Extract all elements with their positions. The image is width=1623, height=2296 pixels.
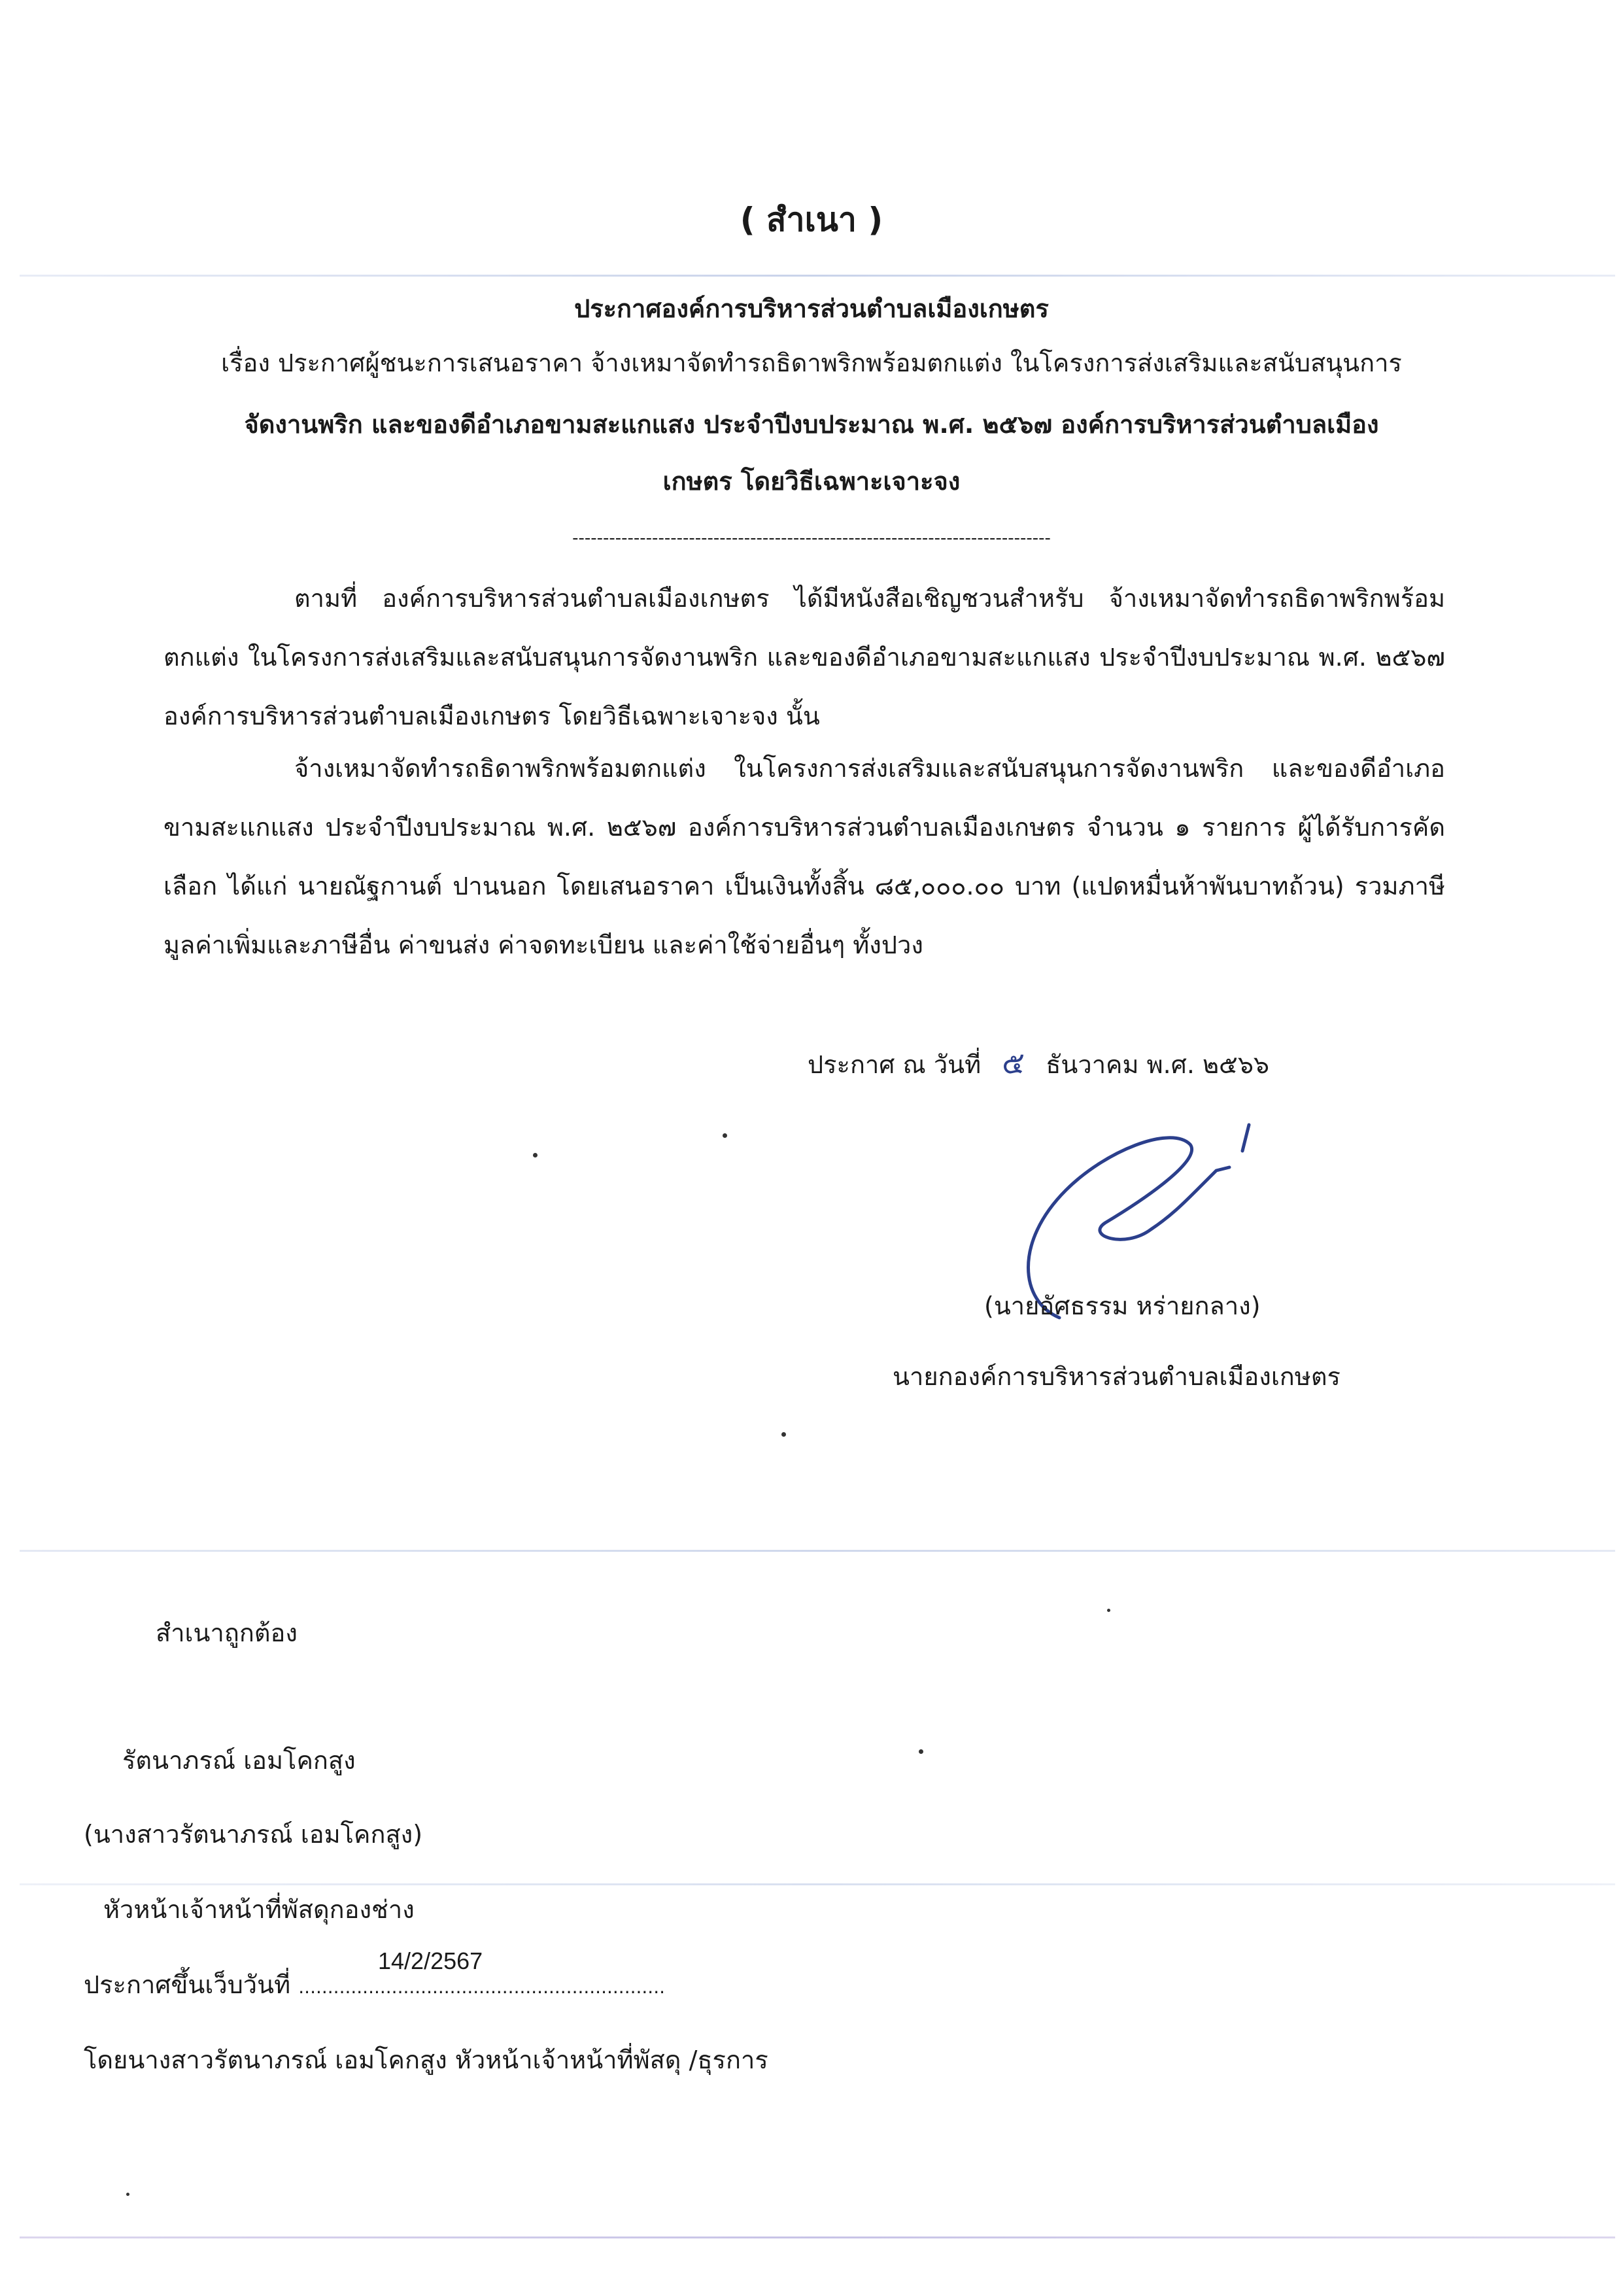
document-subject-line-3: เกษตร โดยวิธีเฉพาะเจาะจง	[662, 467, 961, 496]
body-paragraph-2-text: จ้างเหมาจัดทำรถธิดาพริกพร้อมตกแต่ง ในโครงการส่งเสริมและสนับสนุนการจัดงานพริก และของดีอำเภอขามสะแกแสง ประจำปีงบประมาณ พ.ศ. ๒๕๖๗ องค์การบริหารส่วนตำบลเมืองเกษตร จำนวน ๑ รายการ ผู้ได้รับการคัดเลือก ได้แก่ นายณัฐกานต์ ปานนอก โดยเสนอราคา เป็นเงินทั้งสิ้น ๘๕,๐๐๐.๐๐ บาท (แปดหมื่นห้าพันบาทถ้วน) รวมภาษีมูลค่าเพิ่มและภาษีอื่น ค่าขนส่ง ค่าจดทะเบียน และค่าใช้จ่ายอื่นๆ ทั้งปวง	[163, 754, 1445, 959]
certifier-name: รัตนาภรณ์ เอมโคกสูง	[122, 1746, 356, 1775]
body-paragraph-2	[163, 739, 1445, 974]
announce-day: ๕	[1002, 1045, 1025, 1080]
web-post-date-row	[84, 1970, 665, 2000]
certified-copy-label: สำเนาถูกต้อง	[156, 1619, 298, 1647]
announce-date	[808, 1045, 1269, 1081]
scan-line	[20, 2236, 1615, 2238]
scan-speck	[781, 1432, 786, 1437]
scan-line	[20, 1550, 1615, 1552]
scan-speck	[533, 1153, 538, 1157]
scan-speck	[919, 1749, 923, 1754]
scan-line	[20, 275, 1615, 277]
signer-name: (นายอัศธรรม หร่ายกลาง)	[984, 1292, 1261, 1320]
posted-by-line: โดยนางสาวรัตนาภรณ์ เอมโคกสูง หัวหน้าเจ้าหน้าที่พัสดุ /ธุรการ	[84, 2046, 768, 2074]
certifier-full-name: (นางสาวรัตนาภรณ์ เอมโคกสูง)	[84, 1820, 423, 1849]
signer-position: นายกองค์การบริหารส่วนตำบลเมืองเกษตร	[893, 1362, 1341, 1391]
document-org-title: ประกาศองค์การบริหารส่วนตำบลเมืองเกษตร	[574, 294, 1049, 323]
body-paragraph-1	[163, 569, 1445, 745]
scan-speck	[1107, 1609, 1110, 1612]
copy-mark: ( สำเนา )	[740, 201, 883, 239]
scan-speck	[126, 2193, 129, 2196]
certifier-position: หัวหน้าเจ้าหน้าที่พัสดุกองช่าง	[103, 1895, 415, 1924]
web-post-label: ประกาศขึ้นเว็บวันที่	[84, 1970, 291, 1999]
announce-prefix: ประกาศ ณ วันที่	[808, 1050, 982, 1079]
scan-speck	[723, 1133, 727, 1138]
header-divider: ------------------------------------------------------------------------------	[572, 528, 1051, 548]
document-subject-line-1: เรื่อง ประกาศผู้ชนะการเสนอราคา จ้างเหมาจัดทำรถธิดาพริกพร้อมตกแต่ง ในโครงการส่งเสริมและสนับสนุนการ	[221, 349, 1402, 377]
web-post-date: 14/2/2567	[378, 1947, 483, 1974]
document-subject-line-2: จัดงานพริก และของดีอำเภอขามสะแกแสง ประจำปีงบประมาณ พ.ศ. ๒๕๖๗ องค์การบริหารส่วนตำบลเมือง	[244, 410, 1379, 439]
announce-month-year: ธันวาคม พ.ศ. ๒๕๖๖	[1046, 1050, 1270, 1079]
web-post-dots: ...............................................................	[298, 1976, 665, 1998]
scan-line	[20, 1883, 1615, 1885]
body-paragraph-1-text: ตามที่ องค์การบริหารส่วนตำบลเมืองเกษตร ได้มีหนังสือเชิญชวนสำหรับ จ้างเหมาจัดทำรถธิดาพริกพร้อมตกแต่ง ในโครงการส่งเสริมและสนับสนุนการจัดงานพริก และของดีอำเภอขามสะแกแสง ประจำปีงบประมาณ พ.ศ. ๒๕๖๗ องค์การบริหารส่วนตำบลเมืองเกษตร โดยวิธีเฉพาะเจาะจง นั้น	[163, 584, 1445, 730]
